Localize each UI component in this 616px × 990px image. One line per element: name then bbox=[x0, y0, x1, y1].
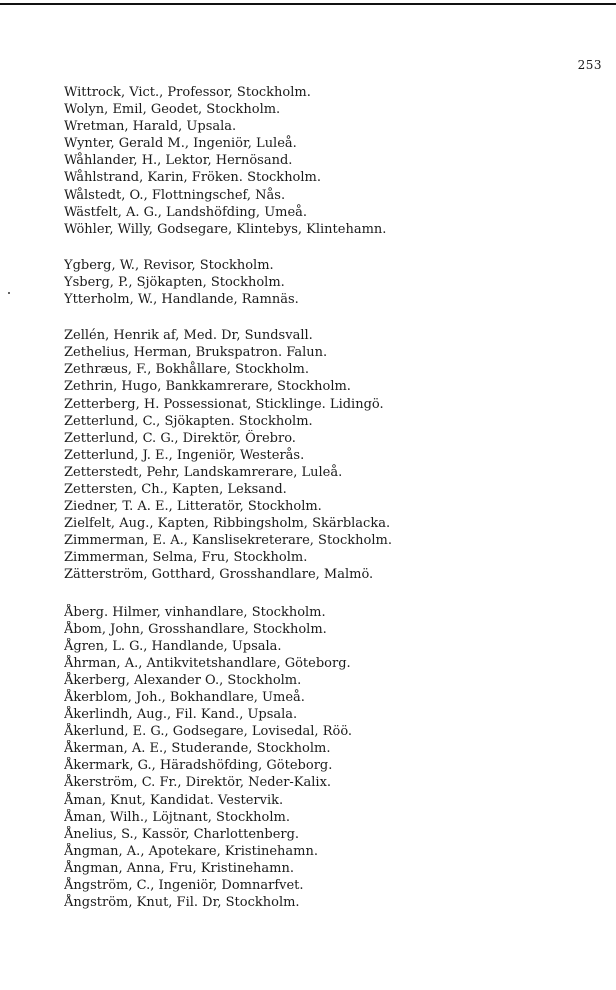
directory-entry: Åhrman, A., Antikvitetshandlare, Göteborg. bbox=[64, 655, 351, 671]
directory-entry: Åkerlindh, Aug., Fil. Kand., Upsala. bbox=[64, 707, 298, 723]
directory-entry: Ygberg, W., Revisor, Stockholm. bbox=[64, 257, 274, 273]
directory-entry: Ångman, A., Apotekare, Kristinehamn. bbox=[64, 843, 318, 859]
directory-entry: Zimmerman, E. A., Kanslisekreterare, Stockholm. bbox=[64, 533, 392, 549]
letter-group-y bbox=[64, 257, 604, 308]
directory-entry: Ziedner, T. A. E., Litteratör, Stockholm. bbox=[64, 499, 322, 515]
page-number: 253 bbox=[577, 58, 602, 72]
directory-entry: Zätterström, Gotthard, Grosshandlare, Malmö. bbox=[64, 567, 374, 583]
directory-entry: Zetterberg, H. Possessionat, Sticklinge. Lidingö. bbox=[64, 396, 384, 412]
letter-group-w bbox=[64, 84, 604, 238]
letter-group-aa bbox=[64, 604, 604, 912]
directory-entry: Wöhler, Willy, Godsegare, Klintebys, Klintehamn. bbox=[64, 221, 387, 237]
stray-ink-mark bbox=[8, 292, 10, 294]
directory-entry: Åberg. Hilmer, vinhandlare, Stockholm. bbox=[64, 604, 326, 620]
directory-entry: Wynter, Gerald M., Ingeniör, Luleå. bbox=[64, 136, 297, 152]
directory-entry: Åkerberg, Alexander O., Stockholm. bbox=[64, 672, 302, 688]
directory-entry: Åkerström, C. Fr., Direktör, Neder-Kalix. bbox=[64, 775, 332, 791]
directory-entry: Ångman, Anna, Fru, Kristinehamn. bbox=[64, 860, 294, 876]
directory-entry: Åkerman, A. E., Studerande, Stockholm. bbox=[64, 741, 331, 757]
directory-entry: Åman, Knut, Kandidat. Vestervik. bbox=[64, 792, 284, 808]
name-directory bbox=[64, 84, 604, 929]
directory-entry: Ysberg, P., Sjökapten, Stockholm. bbox=[64, 274, 285, 290]
directory-entry: Wittrock, Vict., Professor, Stockholm. bbox=[64, 85, 311, 100]
directory-entry: Zethræus, F., Bokhållare, Stockholm. bbox=[64, 362, 310, 378]
directory-entry: Wästfelt, A. G., Landshöfding, Umeå. bbox=[64, 204, 308, 220]
directory-entry: Åkermark, G., Häradshöfding, Göteborg. bbox=[64, 758, 333, 774]
directory-entry: Ytterholm, W., Handlande, Ramnäs. bbox=[64, 292, 299, 308]
directory-entry: Wåhlander, H., Lektor, Hernösand. bbox=[64, 153, 293, 169]
directory-entry: Zethrin, Hugo, Bankkamrerare, Stockholm. bbox=[64, 379, 351, 395]
directory-entry: Zetterlund, J. E., Ingeniör, Westerås. bbox=[64, 447, 305, 463]
directory-entry: Wolyn, Emil, Geodet, Stockholm. bbox=[64, 102, 281, 118]
directory-entry: Zimmerman, Selma, Fru, Stockholm. bbox=[64, 550, 308, 566]
directory-entry: Zetterstedt, Pehr, Landskamrerare, Luleå. bbox=[64, 464, 343, 480]
directory-entry: Åbom, John, Grosshandlare, Stockholm. bbox=[64, 621, 327, 637]
directory-entry: Zettersten, Ch., Kapten, Leksand. bbox=[64, 481, 287, 497]
directory-entry: Åkerblom, Joh., Bokhandlare, Umeå. bbox=[64, 690, 305, 705]
directory-entry: Zetterlund, C., Sjökapten. Stockholm. bbox=[64, 413, 313, 429]
directory-entry: Ågren, L. G., Handlande, Upsala. bbox=[64, 638, 282, 654]
directory-entry: Ångström, C., Ingeniör, Domnarfvet. bbox=[64, 878, 304, 894]
directory-entry: Zethelius, Herman, Brukspatron. Falun. bbox=[64, 345, 328, 361]
directory-entry: Ångström, Knut, Fil. Dr, Stockholm. bbox=[64, 895, 300, 911]
directory-entry: Zetterlund, C. G., Direktör, Örebro. bbox=[64, 430, 296, 446]
directory-entry: Zellén, Henrik af, Med. Dr, Sundsvall. bbox=[64, 328, 313, 344]
directory-entry: Wretman, Harald, Upsala. bbox=[64, 119, 237, 135]
directory-entry: Zielfelt, Aug., Kapten, Ribbingsholm, Skärblacka. bbox=[64, 516, 391, 532]
directory-entry: Ånelius, S., Kassör, Charlottenberg. bbox=[64, 826, 300, 842]
letter-group-z bbox=[64, 327, 604, 583]
top-rule bbox=[0, 3, 616, 5]
directory-entry: Åkerlund, E. G., Godsegare, Lovisedal, Röö. bbox=[64, 724, 353, 740]
directory-entry: Åman, Wilh., Löjtnant, Stockholm. bbox=[64, 809, 290, 825]
directory-entry: Wåhlstrand, Karin, Fröken. Stockholm. bbox=[64, 170, 322, 186]
directory-entry: Wålstedt, O., Flottningschef, Nås. bbox=[64, 187, 286, 203]
